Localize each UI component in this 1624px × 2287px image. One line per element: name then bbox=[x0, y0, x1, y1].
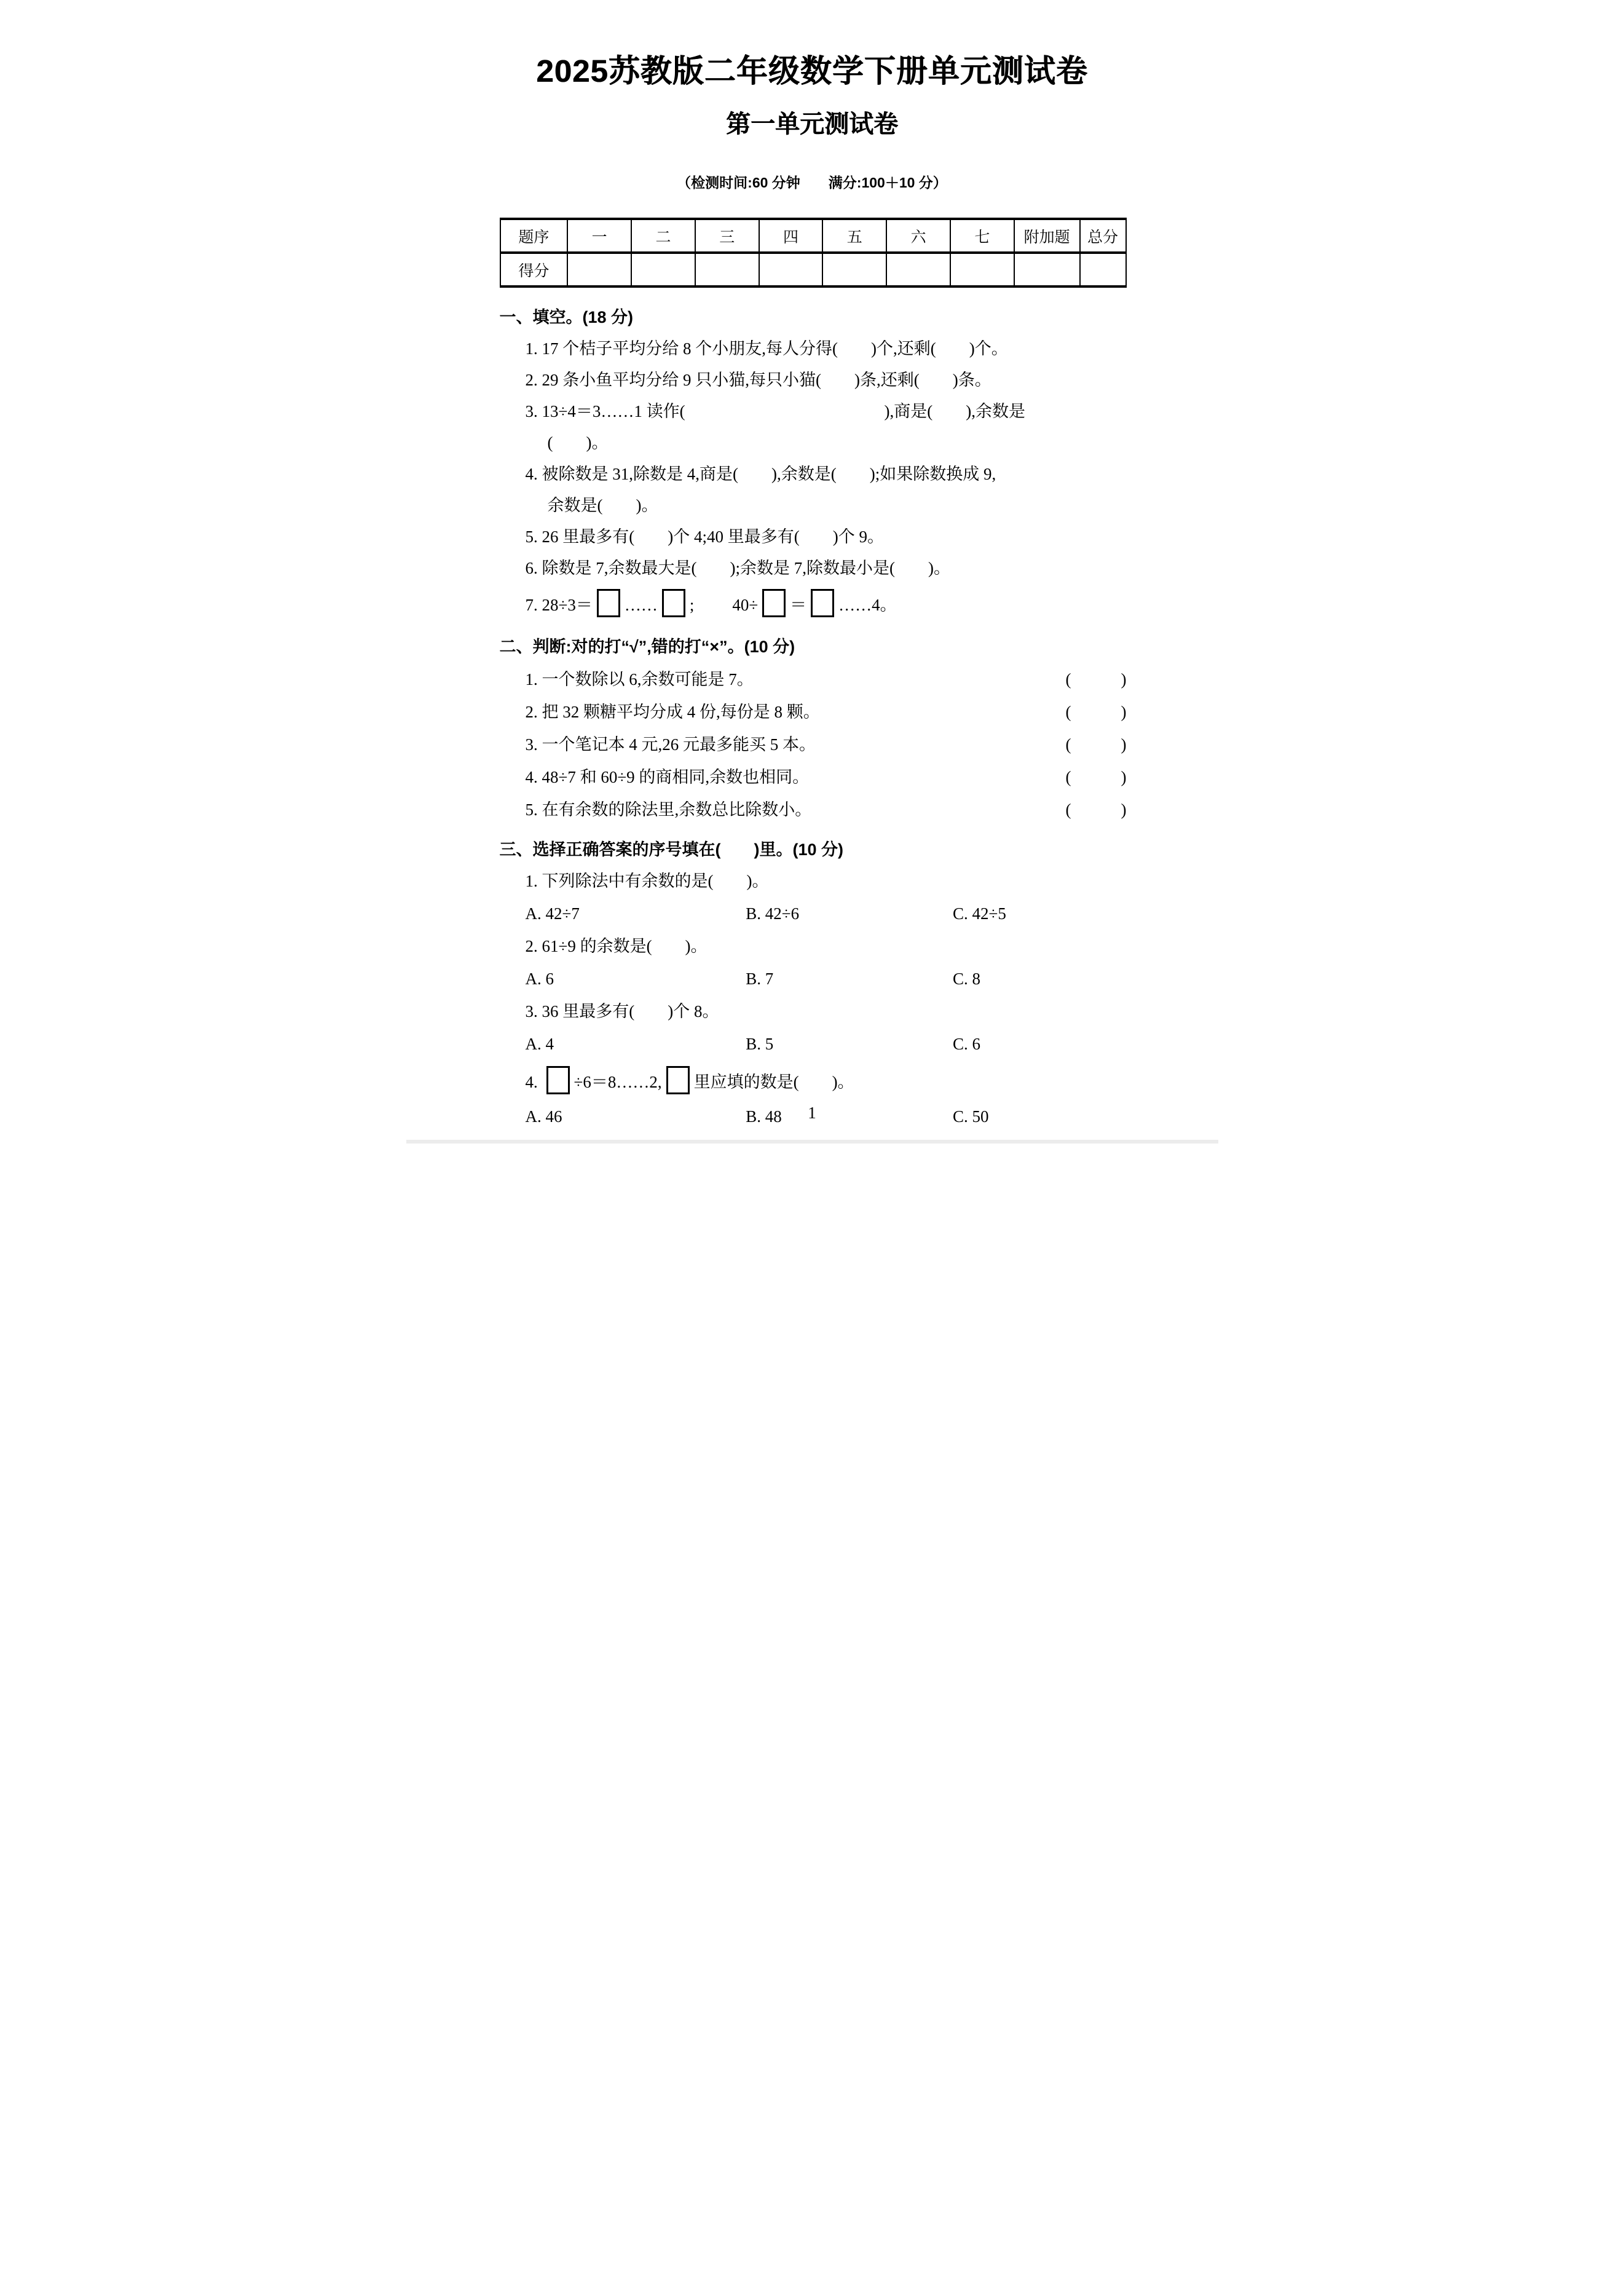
score-header-cell: 二 bbox=[631, 219, 695, 253]
judge-bracket: ( ) bbox=[1065, 703, 1127, 721]
fill-question-3: 3. 13÷4＝3……1 读作( ),商是( ),余数是 bbox=[525, 402, 1026, 421]
option-a: A. 4 bbox=[525, 1035, 554, 1053]
score-blank-cell bbox=[631, 253, 695, 286]
option-b: B. 48 bbox=[746, 1107, 782, 1126]
fill-question-2: 2. 29 条小鱼平均分给 9 只小猫,每只小猫( )条,还剩( )条。 bbox=[525, 371, 991, 389]
answer-box bbox=[811, 589, 834, 617]
fill-question-4-cont: 余数是( )。 bbox=[547, 496, 658, 515]
judge-bracket: ( ) bbox=[1065, 800, 1127, 819]
judge-bracket: ( ) bbox=[1065, 670, 1127, 689]
answer-box bbox=[662, 589, 685, 617]
fill-q7-text: ……4。 bbox=[838, 596, 897, 614]
section3-heading: 三、选择正确答案的序号填在( )里。(10 分) bbox=[499, 840, 843, 859]
choice-options-3 bbox=[500, 1033, 1127, 1054]
option-c: C. 42÷5 bbox=[953, 904, 1006, 923]
score-header-cell: 题序 bbox=[500, 219, 568, 253]
score-header-cell: 总分 bbox=[1080, 219, 1126, 253]
score-header-row bbox=[500, 219, 1126, 253]
score-header-cell: 四 bbox=[759, 219, 823, 253]
fill-q7-text: ; bbox=[689, 596, 695, 614]
exam-info: （检测时间:60 分钟 满分:100＋10 分） bbox=[677, 175, 947, 191]
choice-question-4 bbox=[500, 1066, 1127, 1094]
score-blank-cell bbox=[950, 253, 1014, 286]
judge-statement: 3. 一个笔记本 4 元,26 元最多能买 5 本。 bbox=[525, 735, 816, 754]
choice-question-1: 1. 下列除法中有余数的是( )。 bbox=[525, 872, 769, 890]
answer-box bbox=[597, 589, 620, 617]
paper-title: 2025苏教版二年级数学下册单元测试卷 bbox=[536, 53, 1088, 89]
answer-box bbox=[546, 1066, 570, 1094]
option-b: B. 42÷6 bbox=[746, 904, 800, 923]
choice-question-2: 2. 61÷9 的余数是( )。 bbox=[525, 937, 708, 955]
paper-content bbox=[406, 218, 1218, 1127]
score-blank-cell bbox=[695, 253, 759, 286]
judge-bracket: ( ) bbox=[1065, 735, 1127, 754]
section1-heading: 一、填空。(18 分) bbox=[499, 308, 634, 326]
judge-bracket: ( ) bbox=[1065, 768, 1127, 786]
paper-subtitle: 第一单元测试卷 bbox=[726, 111, 898, 138]
option-c: C. 6 bbox=[953, 1035, 981, 1053]
choice-q4-text: 4. bbox=[525, 1073, 542, 1091]
score-header-cell: 一 bbox=[567, 219, 631, 253]
fill-q7-text: ＝ bbox=[790, 596, 807, 614]
judge-statement: 1. 一个数除以 6,余数可能是 7。 bbox=[525, 670, 754, 689]
judge-statement: 2. 把 32 颗糖平均分成 4 份,每份是 8 颗。 bbox=[525, 703, 820, 721]
score-blank-cell bbox=[822, 253, 886, 286]
score-header-cell: 七 bbox=[950, 219, 1014, 253]
fill-question-7 bbox=[500, 589, 1127, 617]
choice-options-1 bbox=[500, 903, 1127, 924]
option-b: B. 7 bbox=[746, 970, 774, 988]
score-table bbox=[500, 218, 1127, 288]
score-blank-cell bbox=[886, 253, 950, 286]
test-paper-page bbox=[406, 0, 1218, 1144]
fill-question-5: 5. 26 里最多有( )个 4;40 里最多有( )个 9。 bbox=[525, 527, 884, 546]
fill-q7-text: 40÷ bbox=[732, 596, 759, 614]
option-a: A. 42÷7 bbox=[525, 904, 580, 923]
option-c: C. 50 bbox=[953, 1107, 989, 1126]
choice-q4-text: 里应填的数是( )。 bbox=[693, 1073, 854, 1091]
judge-statement: 4. 48÷7 和 60÷9 的商相同,余数也相同。 bbox=[525, 768, 810, 786]
page-number: 1 bbox=[808, 1104, 816, 1122]
score-blank-cell bbox=[1014, 253, 1080, 286]
score-blank-cell bbox=[759, 253, 823, 286]
fill-question-3-cont: ( )。 bbox=[547, 433, 609, 452]
option-a: A. 6 bbox=[525, 970, 554, 988]
option-a: A. 46 bbox=[525, 1107, 562, 1126]
fill-question-4: 4. 被除数是 31,除数是 4,商是( ),余数是( );如果除数换成 9, bbox=[525, 465, 996, 483]
score-header-cell: 附加题 bbox=[1014, 219, 1080, 253]
judge-row-2 bbox=[500, 701, 1127, 722]
option-c: C. 8 bbox=[953, 970, 981, 988]
score-value-row bbox=[500, 253, 1126, 286]
score-blank-cell bbox=[1080, 253, 1126, 286]
option-b: B. 5 bbox=[746, 1035, 774, 1053]
score-row-label: 得分 bbox=[500, 253, 568, 286]
fill-question-1: 1. 17 个桔子平均分给 8 个小朋友,每人分得( )个,还剩( )个。 bbox=[525, 339, 1008, 358]
judge-row-1 bbox=[500, 669, 1127, 690]
judge-row-5 bbox=[500, 799, 1127, 820]
choice-question-3: 3. 36 里最多有( )个 8。 bbox=[525, 1002, 719, 1021]
judge-row-3 bbox=[500, 734, 1127, 755]
answer-box bbox=[666, 1066, 690, 1094]
choice-q4-text: ÷6＝8……2, bbox=[574, 1073, 662, 1091]
judge-statement: 5. 在有余数的除法里,余数总比除数小。 bbox=[525, 800, 812, 819]
score-header-cell: 五 bbox=[822, 219, 886, 253]
fill-question-6: 6. 除数是 7,余数最大是( );余数是 7,除数最小是( )。 bbox=[525, 559, 950, 577]
score-blank-cell bbox=[567, 253, 631, 286]
fill-q7-text: 7. 28÷3＝ bbox=[525, 596, 593, 614]
answer-box bbox=[762, 589, 786, 617]
score-header-cell: 三 bbox=[695, 219, 759, 253]
scan-edge-artifact bbox=[406, 1140, 1218, 1144]
choice-options-2 bbox=[500, 968, 1127, 989]
score-header-cell: 六 bbox=[886, 219, 950, 253]
judge-row-4 bbox=[500, 767, 1127, 788]
section2-heading: 二、判断:对的打“√”,错的打“×”。(10 分) bbox=[499, 638, 795, 656]
fill-q7-text: …… bbox=[624, 596, 658, 614]
